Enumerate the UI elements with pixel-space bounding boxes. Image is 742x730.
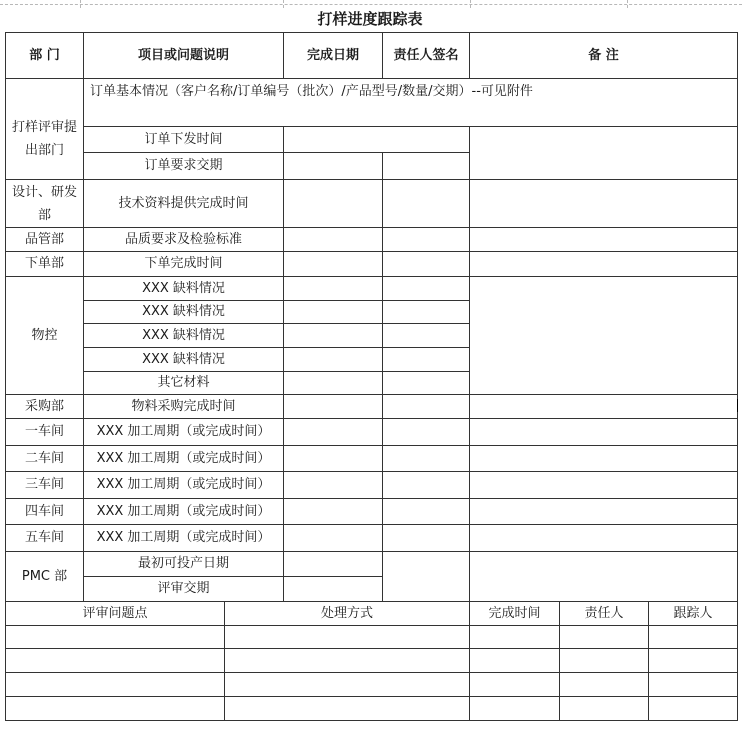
review-method-cell[interactable]: [225, 626, 470, 649]
date-cell[interactable]: [284, 525, 383, 552]
page-break-line: [0, 4, 742, 5]
dept-cell-pmc[interactable]: PMC 部: [6, 552, 84, 602]
dept-cell-workshop[interactable]: 五车间: [6, 525, 84, 552]
dept-cell-purchase[interactable]: 采购部: [6, 395, 84, 419]
review-tracker-cell[interactable]: [649, 649, 738, 673]
owner-cell[interactable]: [383, 372, 470, 395]
dept-cell-order[interactable]: 下单部: [6, 252, 84, 277]
date-cell[interactable]: [284, 301, 383, 324]
owner-cell[interactable]: [383, 324, 470, 348]
owner-cell[interactable]: [383, 180, 470, 228]
header-date[interactable]: 完成日期: [284, 33, 383, 79]
owner-cell[interactable]: [383, 252, 470, 277]
item-cell[interactable]: 下单完成时间: [84, 252, 284, 277]
owner-cell[interactable]: [383, 228, 470, 252]
review-row: [6, 697, 738, 721]
date-cell[interactable]: [284, 324, 383, 348]
remark-cell[interactable]: [470, 446, 738, 472]
owner-cell[interactable]: [383, 525, 470, 552]
owner-cell[interactable]: [383, 153, 470, 180]
table-row: [6, 79, 738, 127]
date-cell[interactable]: [284, 472, 383, 499]
remark-cell[interactable]: [470, 395, 738, 419]
date-cell[interactable]: [284, 127, 470, 153]
review-owner-cell[interactable]: [560, 626, 649, 649]
remark-cell[interactable]: [470, 127, 738, 180]
header-owner[interactable]: 责任人签名: [383, 33, 470, 79]
date-cell[interactable]: [284, 228, 383, 252]
date-cell[interactable]: [284, 395, 383, 419]
review-header-points[interactable]: 评审问题点: [6, 602, 225, 626]
table-row: [6, 277, 738, 301]
owner-cell[interactable]: [383, 446, 470, 472]
item-cell[interactable]: 订单下发时间: [84, 127, 284, 153]
table-row: [6, 180, 738, 228]
item-cell[interactable]: 最初可投产日期: [84, 552, 284, 577]
dept-cell-qc[interactable]: 品管部: [6, 228, 84, 252]
dept-cell-workshop[interactable]: 二车间: [6, 446, 84, 472]
item-cell[interactable]: 品质要求及检验标准: [84, 228, 284, 252]
review-header-owner[interactable]: 责任人: [560, 602, 649, 626]
owner-cell[interactable]: [383, 395, 470, 419]
item-cell[interactable]: 订单要求交期: [84, 153, 284, 180]
owner-cell[interactable]: [383, 301, 470, 324]
review-points-cell[interactable]: [6, 697, 225, 721]
sheet-title: 打样进度跟踪表: [317, 10, 423, 28]
review-header-row: [6, 602, 738, 626]
table-row: [6, 127, 738, 153]
review-owner-cell[interactable]: [560, 649, 649, 673]
page-break-tick: [283, 0, 284, 8]
dept-cell-design[interactable]: 设计、研发部: [6, 180, 84, 228]
table-row: [6, 499, 738, 525]
owner-cell[interactable]: [383, 552, 470, 602]
item-cell[interactable]: 物料采购完成时间: [84, 395, 284, 419]
date-cell[interactable]: [284, 252, 383, 277]
dept-cell-workshop[interactable]: 一车间: [6, 419, 84, 446]
header-remark[interactable]: 备 注: [470, 33, 738, 79]
review-row: [6, 626, 738, 649]
owner-cell[interactable]: [383, 419, 470, 446]
table-row: [6, 419, 738, 446]
table-row: [6, 472, 738, 499]
page-break-tick: [80, 0, 81, 8]
dept-cell-review[interactable]: 打样评审提出部门: [6, 79, 84, 180]
review-tracker-cell[interactable]: [649, 697, 738, 721]
review-method-cell[interactable]: [225, 649, 470, 673]
dept-cell-workshop[interactable]: 四车间: [6, 499, 84, 525]
date-cell[interactable]: [284, 552, 383, 577]
item-cell[interactable]: XXX 加工周期（或完成时间）: [84, 419, 284, 446]
review-tracker-cell[interactable]: [649, 673, 738, 697]
remark-cell[interactable]: [470, 419, 738, 446]
date-cell[interactable]: [284, 153, 383, 180]
review-method-cell[interactable]: [225, 697, 470, 721]
review-row: [6, 673, 738, 697]
remark-cell[interactable]: [470, 525, 738, 552]
item-cell[interactable]: XXX 加工周期（或完成时间）: [84, 472, 284, 499]
header-dept[interactable]: 部 门: [6, 33, 84, 79]
remark-cell[interactable]: [470, 552, 738, 602]
owner-cell[interactable]: [383, 348, 470, 372]
table-row: [6, 395, 738, 419]
table-row: [6, 525, 738, 552]
review-header-tracker[interactable]: 跟踪人: [649, 602, 738, 626]
item-cell[interactable]: XXX 缺料情况: [84, 324, 284, 348]
review-header-method[interactable]: 处理方式: [225, 602, 470, 626]
item-cell[interactable]: 其它材料: [84, 372, 284, 395]
order-info-cell[interactable]: 订单基本情况（客户名称/订单编号（批次）/产品型号/数量/交期）--可见附件: [84, 79, 738, 127]
header-item[interactable]: 项目或问题说明: [84, 33, 284, 79]
remark-cell[interactable]: [470, 180, 738, 228]
table-row: [6, 552, 738, 577]
review-owner-cell[interactable]: [560, 673, 649, 697]
item-cell[interactable]: 技术资料提供完成时间: [84, 180, 284, 228]
tracking-table: [5, 32, 738, 721]
remark-cell[interactable]: [470, 472, 738, 499]
table-row: [6, 252, 738, 277]
owner-cell[interactable]: [383, 277, 470, 301]
owner-cell[interactable]: [383, 499, 470, 525]
item-cell[interactable]: XXX 缺料情况: [84, 348, 284, 372]
review-points-cell[interactable]: [6, 626, 225, 649]
text-cursor: [737, 399, 738, 412]
item-cell[interactable]: XXX 加工周期（或完成时间）: [84, 446, 284, 472]
page-break-tick: [470, 0, 471, 8]
date-cell[interactable]: [284, 419, 383, 446]
review-owner-cell[interactable]: [560, 697, 649, 721]
date-cell[interactable]: [284, 372, 383, 395]
review-time-cell[interactable]: [470, 697, 560, 721]
review-method-cell[interactable]: [225, 673, 470, 697]
page-break-tick: [627, 0, 628, 8]
item-cell[interactable]: XXX 加工周期（或完成时间）: [84, 499, 284, 525]
item-cell[interactable]: XXX 缺料情况: [84, 301, 284, 324]
remark-cell[interactable]: [470, 228, 738, 252]
date-cell[interactable]: [284, 446, 383, 472]
remark-cell[interactable]: [470, 252, 738, 277]
date-cell[interactable]: [284, 577, 383, 602]
remark-cell[interactable]: [470, 277, 738, 395]
item-cell[interactable]: 评审交期: [84, 577, 284, 602]
review-time-cell[interactable]: [470, 626, 560, 649]
date-cell[interactable]: [284, 499, 383, 525]
table-row: [6, 446, 738, 472]
item-cell[interactable]: XXX 加工周期（或完成时间）: [84, 525, 284, 552]
header-row: [6, 33, 738, 79]
review-points-cell[interactable]: [6, 673, 225, 697]
dept-cell-workshop[interactable]: 三车间: [6, 472, 84, 499]
review-time-cell[interactable]: [470, 649, 560, 673]
item-cell[interactable]: XXX 缺料情况: [84, 277, 284, 301]
remark-cell[interactable]: [470, 499, 738, 525]
dept-cell-mc[interactable]: 物控: [6, 277, 84, 395]
review-tracker-cell[interactable]: [649, 626, 738, 649]
table-row: [6, 228, 738, 252]
date-cell[interactable]: [284, 180, 383, 228]
review-header-time[interactable]: 完成时间: [470, 602, 560, 626]
review-row: [6, 649, 738, 673]
date-cell[interactable]: [284, 348, 383, 372]
review-time-cell[interactable]: [470, 673, 560, 697]
review-points-cell[interactable]: [6, 649, 225, 673]
date-cell[interactable]: [284, 277, 383, 301]
owner-cell[interactable]: [383, 472, 470, 499]
